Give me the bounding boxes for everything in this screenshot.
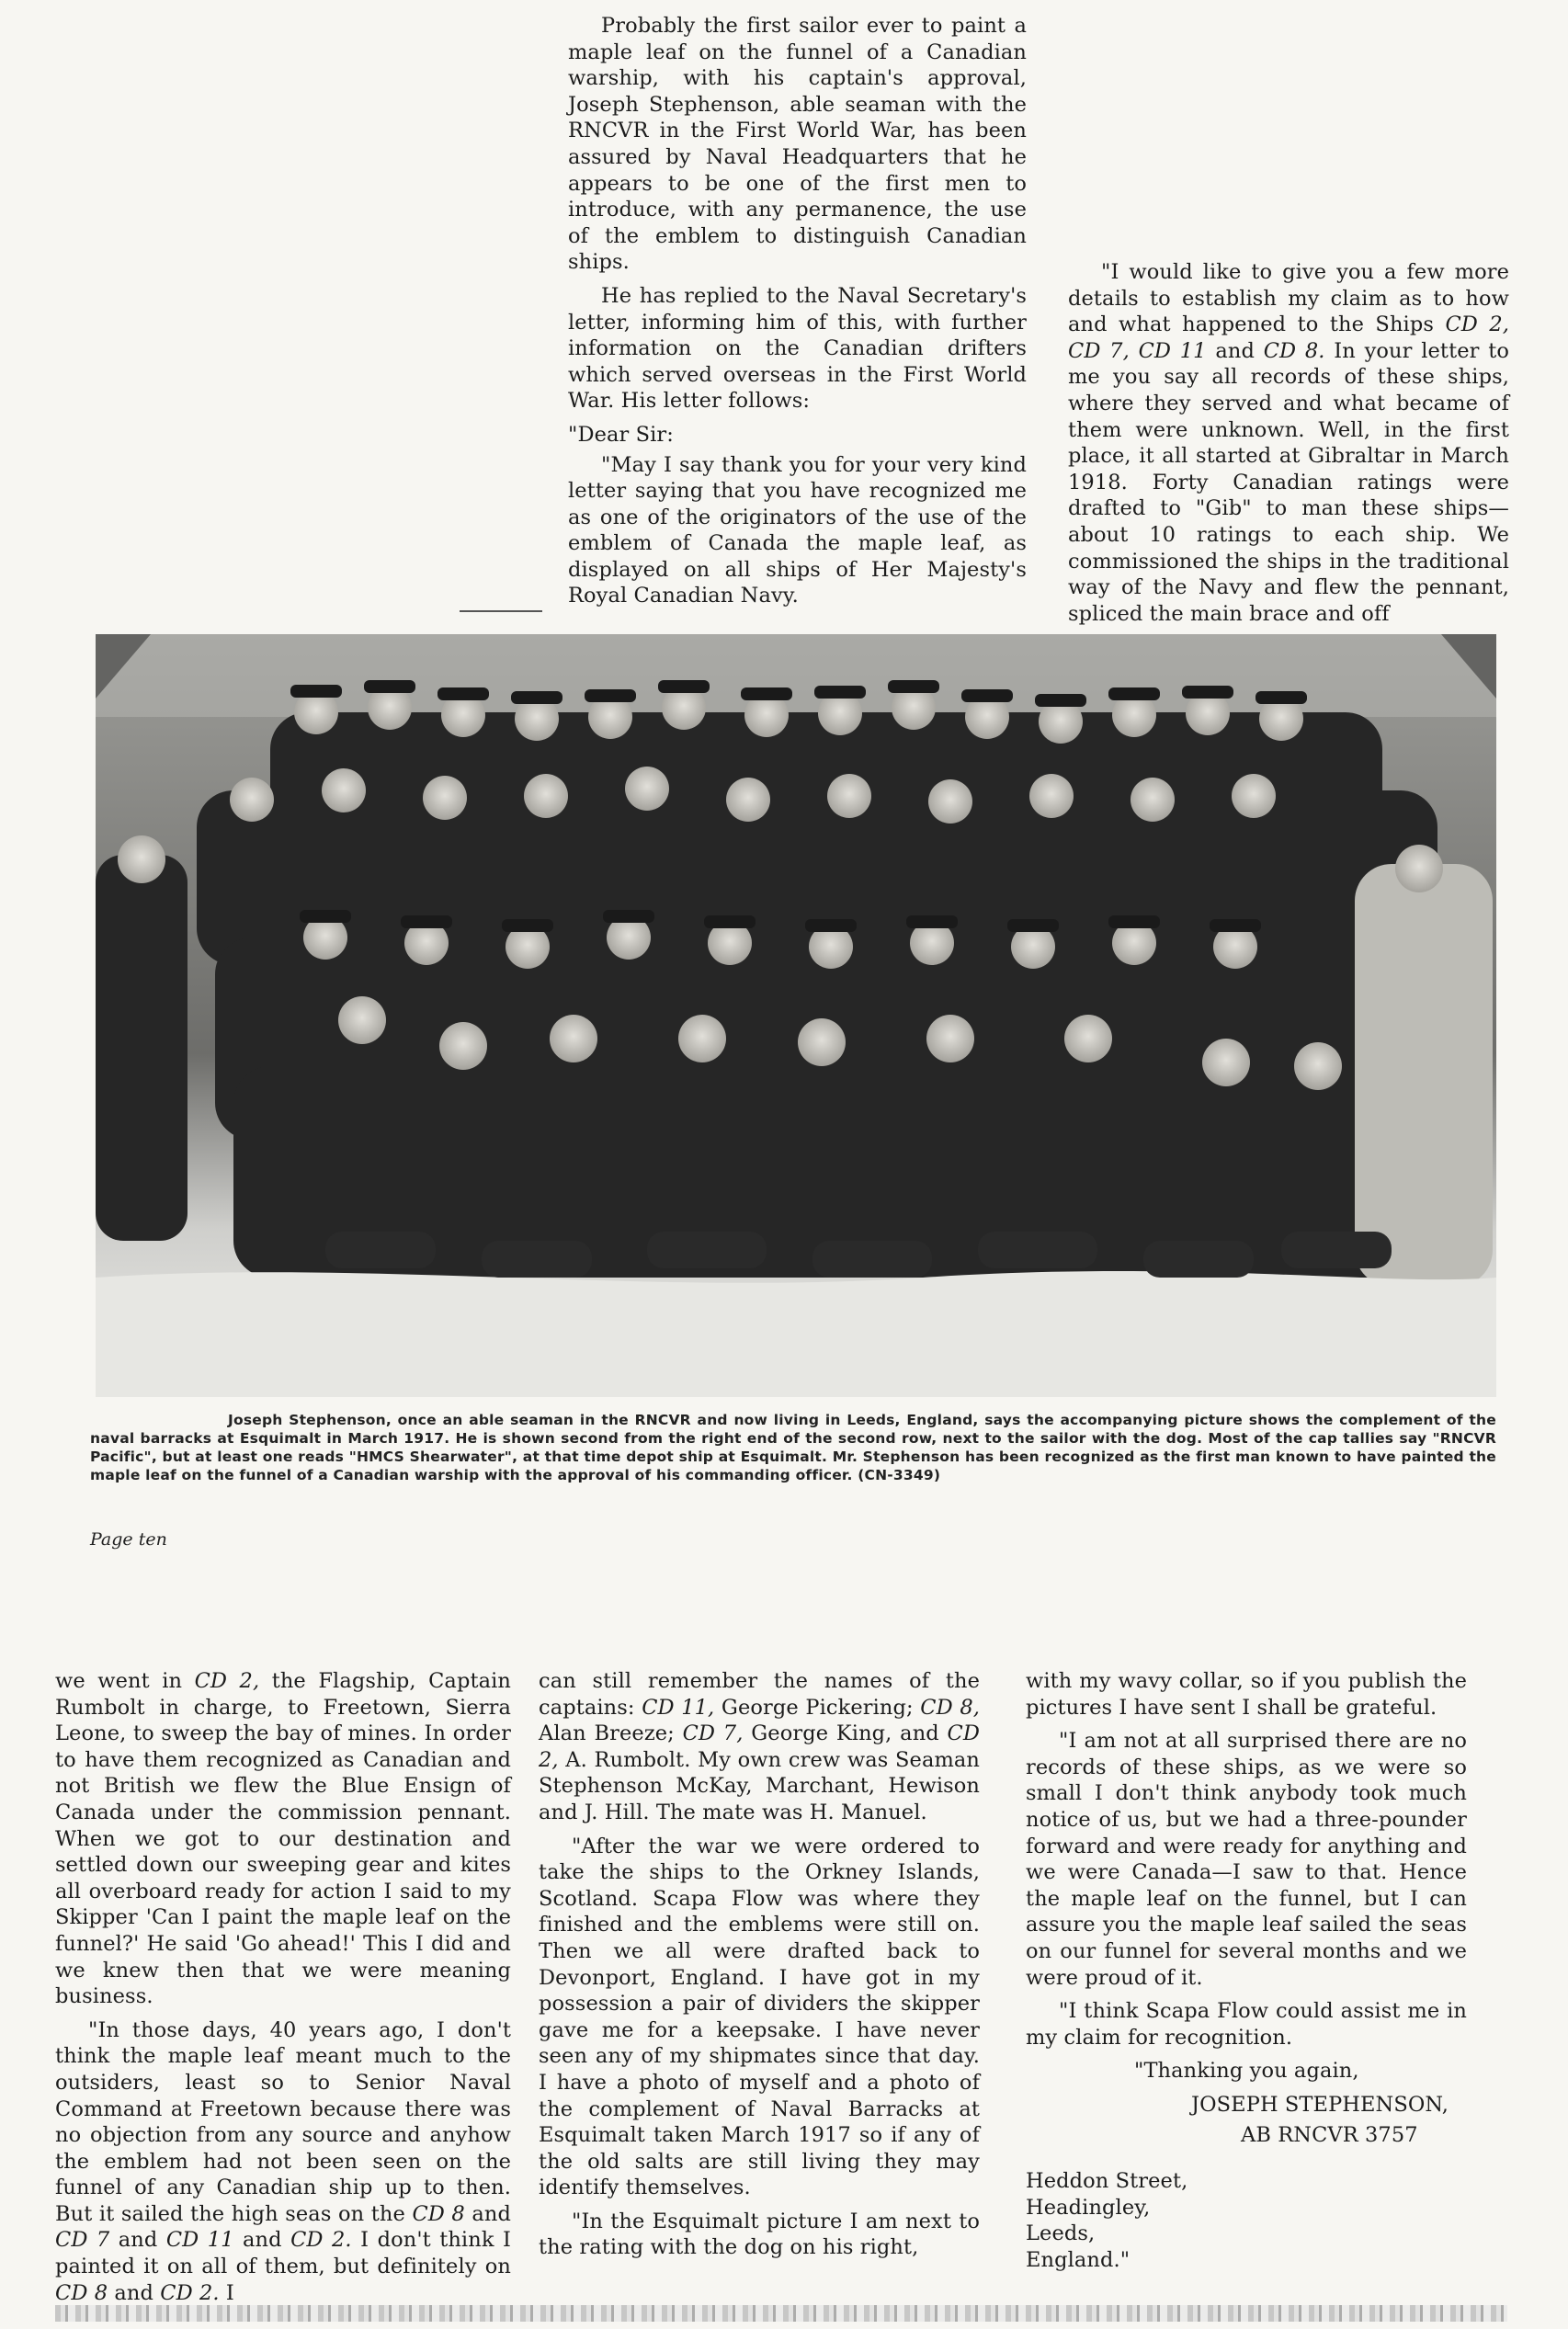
letter-paragraph-details: "I would like to give you a few more details to establish my claim as to how and what happened to the Ships CD 2, CD 7, CD 11 and CD 8. In your letter to me you say all records of these ships, where they served and what became of them were unknown. Well, in the first place, it all started at Gibraltar in March 1918. Forty Canadian ratings were drafted to "Gib" to man these ships—about 10 ratings to each ship. We commissioned the ships in the traditional way of the Navy and flew the pennant, spliced the main brace and off: [1068, 260, 1510, 626]
letter-paragraph-captains: can still remember the names of the captains: CD 11, George Pickering; CD 8, Alan Breeze; CD 7, George King, and CD 2, A. Rumbolt. My own crew was Seaman Stephenson McKay, Marchant, Hewison and J. Hill. The mate was H. Manuel.: [539, 1669, 981, 1824]
reply-paragraph: He has replied to the Naval Secretary's letter, informing him of this, with further information on the Canadian drifters which served overseas in the First World War. His letter follows:: [568, 283, 1027, 414]
address-line: Headingley,: [1026, 2195, 1151, 2220]
intro-paragraph: Probably the first sailor ever to paint a maple leaf on the funnel of a Canadian warship, with his captain's approval, Joseph Stephenson, able seaman with the RNCVR in the First World War, has been assured by Naval Headquarters that he appears to be one of the first men to introduce, with any permanence, the use of the emblem to distinguish Canadian ships.: [568, 14, 1027, 275]
address-line: Heddon Street,: [1026, 2169, 1188, 2194]
letter-paragraph-no-records: "I am not at all surprised there are no records of these ships, as we were so small I don't think anybody took much notice of us, but we had a three-pounder forward and were ready for anything and we were Canada—I saw to that. Hence the maple leaf on the funnel, but I can assure you the maple leaf sailed the seas on our funnel for several months and we were proud of it.: [1026, 1729, 1467, 1990]
letter-paragraph-wavy-collar: with my wavy collar, so if you publish the pictures I have sent I shall be grateful.: [1026, 1669, 1467, 1720]
photo-caption-text: Joseph Stephenson, once an able seaman in the RNCVR and now living in Leeds, England, says the accompanying picture shows the complement of the naval barracks at Esquimalt in March 1917. He is shown second from the right end of the second row, next to the sailor with the dog. Most of the cap tallies say "RNCVR Pacific", but at least one reads "HMCS Shearwater", at that time depot ship at Esquimalt. Mr. Stephenson has been recognized as the first man known to have painted the maple leaf on the funnel of a Canadian warship with the approval of his commanding officer. (CN-3349): [90, 1412, 1496, 1483]
column-rule: [460, 610, 542, 612]
address-line: England.": [1026, 2247, 1131, 2272]
letter-paragraph-scapa-flow: "I think Scapa Flow could assist me in my claim for recognition.: [1026, 1999, 1467, 2050]
signature-name: JOSEPH STEPHENSON,: [1191, 2092, 1449, 2117]
signature-rank: AB RNCVR 3757: [1241, 2122, 1418, 2147]
group-photo: [96, 634, 1496, 1397]
next-page-photo-edge: [55, 2305, 1507, 2322]
article-column-bottom-3: [1026, 1668, 1467, 2273]
letter-paragraph-thanks: "May I say thank you for your very kind letter saying that you have recognized me as one of the originators of the use of the emblem of Canada the maple leaf, as displayed on all ships of Her Majesty's Royal Canadian Navy.: [568, 452, 1027, 608]
letter-paragraph-after-war: "After the war we were ordered to take the ships to the Orkney Islands, Scotland. Scapa Flow was where they finished and the emblems were still on. Then we all were drafted back to Devonport, England. I have got in my possession a pair of dividers the skipper gave me for a keepsake. I have never seen any of my shipmates since that day. I have a photo of myself and a photo of the complement of Naval Barracks at Esquimalt taken March 1917 so if any of the old salts are still living they may identify themselves.: [539, 1834, 980, 2200]
address-line: Leeds,: [1026, 2221, 1096, 2246]
photo-caption: [90, 1411, 1496, 1484]
letter-closing: "Thanking you again,: [1134, 2059, 1359, 2084]
letter-paragraph-esquimalt: "In the Esquimalt picture I am next to the rating with the dog on his right,: [539, 2209, 980, 2260]
article-column-bottom-1: [55, 1668, 511, 2313]
sender-address: [1026, 2168, 1467, 2273]
article-column-top-left: [568, 13, 1027, 617]
letter-paragraph-forty-years: "In those days, 40 years ago, I don't think the maple leaf meant much to the outsiders, least so to Senior Naval Command at Freetown because there was no objection from any source and anyhow the emblem had not been seen on the funnel of any Canadian ship up to then. But it sailed the high seas on the CD 8 and CD 7 and CD 11 and CD 2. I don't think I painted it on all of them, but definitely on CD 8 and CD 2. I: [55, 2017, 511, 2305]
article-column-top-right: [1068, 259, 1509, 634]
letter-salutation: "Dear Sir:: [568, 422, 674, 447]
letter-paragraph-freetown: we went in CD 2, the Flagship, Captain Rumbolt in charge, to Freetown, Sierra Leone, to sweep the bay of mines. In order to have them recognized as Canadian and not British we flew the Blue Ensign of Canada under the commission pennant. When we got to our destination and settled down our sweeping gear and kites all overboard ready for action I said to my Skipper 'Can I paint the maple leaf on the funnel?' He said 'Go ahead!' This I did and we knew then that we were meaning business.: [55, 1669, 511, 2009]
article-column-bottom-2: [539, 1668, 980, 2268]
page-number: Page ten: [90, 1529, 167, 1550]
group-photo-image: [96, 634, 1496, 1397]
